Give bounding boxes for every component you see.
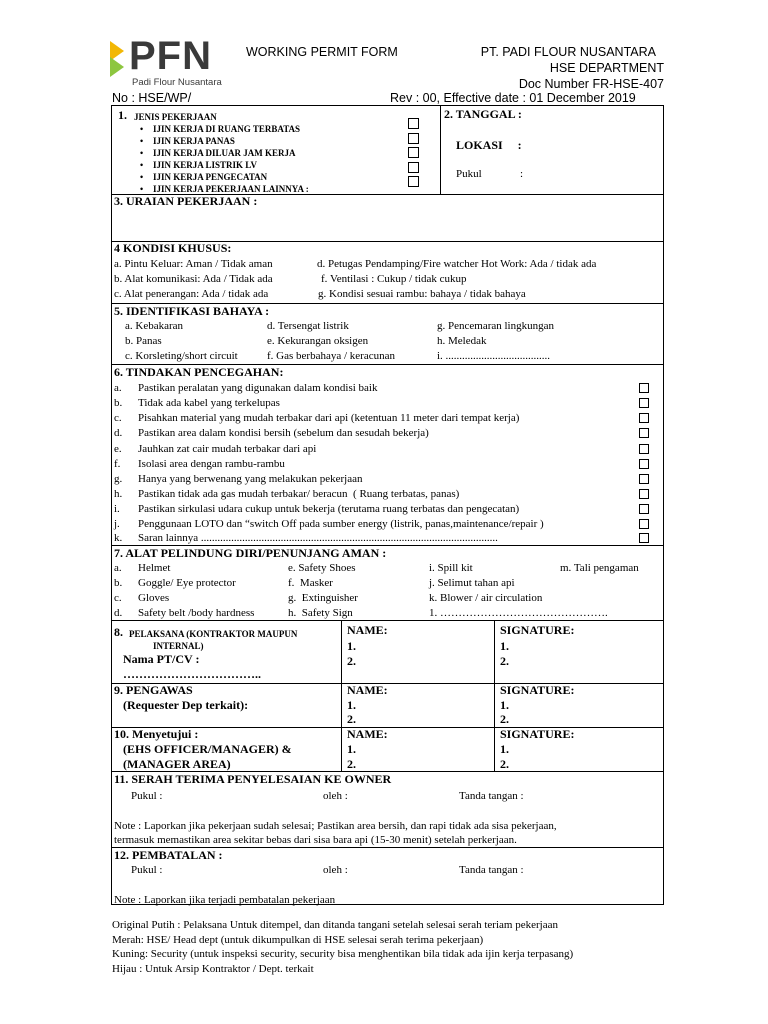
s5-b: b. Panas [125, 335, 162, 347]
s7-letter: c. [114, 592, 122, 604]
s2-tanggal-label: 2. TANGGAL : [444, 107, 522, 121]
s5-f: f. Gas berbahaya / keracunan [267, 350, 395, 362]
doc-number: Doc Number FR-HSE-407 [518, 77, 664, 91]
s6-checkbox[interactable] [639, 533, 649, 543]
s10-name-2: 2. [347, 757, 356, 771]
s8-pt-dots: …………………………….. [123, 667, 261, 681]
s7-title: 7. ALAT PELINDUNG DIRI/PENUNJANG AMAN : [114, 546, 387, 560]
s1-title: JENIS PEKERJAAN [134, 112, 217, 122]
department: HSE DEPARTMENT [549, 61, 664, 75]
s8-label-2: INTERNAL) [153, 641, 204, 651]
s6-checkbox[interactable] [639, 504, 649, 514]
s3-title: 3. URAIAN PEKERJAAN : [114, 194, 258, 208]
s9-signature-label: SIGNATURE: [500, 683, 575, 697]
s6-item-text: Pastikan peralatan yang digunakan dalam kondisi baik [138, 382, 378, 394]
footer-line-2: Merah: HSE/ Head dept (untuk dikumpulkan di HSE selesai serah terima pekerjaan) [112, 934, 484, 946]
s6-checkbox[interactable] [639, 413, 649, 423]
form-title: WORKING PERMIT FORM [246, 45, 398, 59]
s2-pukul-label: Pukul [456, 168, 482, 180]
s6-item-letter: i. [114, 503, 120, 515]
s8-label-1: PELAKSANA (KONTRAKTOR MAUPUN [129, 629, 298, 639]
s8-sig-1: 1. [500, 639, 509, 653]
s12-tanda-tangan: Tanda tangan : [459, 864, 524, 876]
s4-title: 4 KONDISI KHUSUS: [114, 241, 232, 255]
s5-a: a. Kebakaran [125, 320, 184, 332]
s4-g: g. Kondisi sesuai rambu: bahaya / tidak bahaya [318, 288, 526, 300]
s12-oleh: oleh : [323, 864, 348, 876]
s9-sig-2: 2. [500, 712, 509, 726]
s5-i: i. ...................................... [437, 350, 551, 362]
s6-checkbox[interactable] [639, 428, 649, 438]
s6-item-text: Tidak ada kabel yang terkelupas [138, 397, 280, 409]
s7-letter: d. [114, 607, 123, 619]
s9-sig-1: 1. [500, 698, 509, 712]
s6-checkbox[interactable] [639, 519, 649, 529]
s7-letter: b. [114, 577, 123, 589]
s7-item: e. Safety Shoes [288, 562, 356, 574]
revision-info: Rev : 00, Effective date : 01 December 2019 [390, 91, 636, 105]
footer-line-1: Original Putih : Pelaksana Untuk ditempel, dan ditanda tangani setelah selesai serah teriam pekerjaan [112, 919, 558, 931]
s11-tanda-tangan: Tanda tangan : [459, 790, 524, 802]
s6-checkbox[interactable] [639, 383, 649, 393]
s6-item-letter: k. [114, 532, 123, 544]
s5-g: g. Pencemaran lingkungan [437, 320, 554, 332]
s7-item: m. Tali pengaman [560, 562, 639, 574]
s10-title: 10. Menyetujui : [114, 727, 199, 741]
s10-subtitle-2: (MANAGER AREA) [123, 757, 231, 771]
s5-title: 5. IDENTIFIKASI BAHAYA : [114, 304, 270, 318]
s4-f: f. Ventilasi : Cukup / tidak cukup [321, 273, 467, 285]
s1-item: • IJIN KERJA LISTRIK LV [153, 159, 257, 172]
s10-sig-1: 1. [500, 742, 509, 756]
s7-item: g. Extinguisher [288, 592, 358, 604]
s1-checkbox[interactable] [408, 133, 419, 144]
s1-item: • IJIN KERJA PEKERJAAN LAINNYA : [153, 183, 309, 196]
company-logo [104, 34, 244, 89]
s6-item-text: Saran lainnya ............................................................................................................ [138, 532, 498, 544]
logo-subtitle: Padi Flour Nusantara [132, 77, 222, 88]
s6-item-letter: c. [114, 412, 122, 424]
s6-item-text: Isolasi area dengan rambu-rambu [138, 458, 285, 470]
s1-item: • IJIN KERJA PENGECATAN [153, 171, 267, 184]
s7-item: h. Safety Sign [288, 607, 353, 619]
s7-item: Safety belt /body hardness [138, 607, 255, 619]
s5-d: d. Tersengat listrik [267, 320, 349, 332]
s4-b: b. Alat komunikasi: Ada / Tidak ada [114, 273, 273, 285]
s8-pt-label: Nama PT/CV : [123, 652, 200, 666]
s6-checkbox[interactable] [639, 459, 649, 469]
s2-pukul-colon: : [520, 168, 524, 180]
s6-item-letter: a. [114, 382, 122, 394]
s12-pukul: Pukul : [131, 864, 163, 876]
s6-item-text: Hanya yang berwenang yang melakukan pekerjaan [138, 473, 363, 485]
permit-form [111, 105, 664, 905]
s6-item-letter: d. [114, 427, 123, 439]
s8-name-2: 2. [347, 654, 356, 668]
s6-item-letter: j. [114, 518, 120, 530]
s11-pukul: Pukul : [131, 790, 163, 802]
s8-name-label: NAME: [347, 623, 388, 637]
s9-subtitle: (Requester Dep terkait): [123, 698, 249, 712]
s1-number: 1. [118, 108, 127, 122]
s9-name-1: 1. [347, 698, 356, 712]
s6-item-text: Pastikan sirkulasi udara cukup untuk bekerja (terutama ruang terbatas dan pengecatan) [138, 503, 520, 515]
s7-item: j. Selimut tahan api [429, 577, 515, 589]
s10-sig-2: 2. [500, 757, 509, 771]
s7-item: k. Blower / air circulation [429, 592, 543, 604]
s9-name-2: 2. [347, 712, 356, 726]
logo-wordmark: PFN [129, 34, 212, 78]
s6-item-letter: f. [114, 458, 121, 470]
s8-sig-2: 2. [500, 654, 509, 668]
s5-h: h. Meledak [437, 335, 487, 347]
s10-name-label: NAME: [347, 727, 388, 741]
s10-signature-label: SIGNATURE: [500, 727, 575, 741]
s6-item-text: Jauhkan zat cair mudah terbakar dari api [138, 443, 317, 455]
s7-item: Goggle/ Eye protector [138, 577, 236, 589]
s11-note-1: Note : Laporkan jika pekerjaan sudah selesai; Pastikan area bersih, dan rapi tidak ada sisa pekerjaan, [114, 820, 557, 832]
s10-name-1: 1. [347, 742, 356, 756]
s1-item: • IJIN KERJA DI RUANG TERBATAS [153, 123, 300, 136]
s8-name-1: 1. [347, 639, 356, 653]
s1-item: • IJIN KERJA PANAS [153, 135, 235, 148]
s6-item-text: Pastikan tidak ada gas mudah terbakar/ beracun ( Ruang terbatas, panas) [138, 488, 460, 500]
s5-e: e. Kekurangan oksigen [267, 335, 369, 347]
s6-item-letter: b. [114, 397, 123, 409]
s1-checkbox[interactable] [408, 162, 419, 173]
s11-note-2: termasuk memastikan area sekitar bebas dari sisa bara api (15-30 menit) setelah perkerjaan. [114, 834, 517, 846]
footer-line-4: Hijau : Untuk Arsip Kontraktor / Dept. terkait [112, 963, 314, 975]
s5-c: c. Korsleting/short circuit [125, 350, 238, 362]
s9-name-label: NAME: [347, 683, 388, 697]
s6-item-letter: h. [114, 488, 123, 500]
s7-item: Helmet [138, 562, 171, 574]
s12-note: Note : Laporkan jika terjadi pembatalan pekerjaan [114, 894, 336, 906]
s11-title: 11. SERAH TERIMA PENYELESAIAN KE OWNER [114, 772, 392, 786]
s7-item: f. Masker [288, 577, 333, 589]
s1-checkbox[interactable] [408, 176, 419, 187]
s12-title: 12. PEMBATALAN : [114, 848, 223, 862]
s6-checkbox[interactable] [639, 474, 649, 484]
s1-item: • IJIN KERJA DILUAR JAM KERJA [153, 147, 296, 160]
s7-item: 1. ………………………………………. [429, 607, 608, 619]
s9-title: 9. PENGAWAS [114, 683, 193, 697]
s8-signature-label: SIGNATURE: [500, 623, 575, 637]
s6-item-text: Pisahkan material yang mudah terbakar dari api (ketentuan 11 meter dari tempat kerja) [138, 412, 520, 424]
s1-checkbox[interactable] [408, 118, 419, 129]
s11-oleh: oleh : [323, 790, 348, 802]
s6-checkbox[interactable] [639, 398, 649, 408]
s4-a: a. Pintu Keluar: Aman / Tidak aman [114, 258, 273, 270]
s7-letter: a. [114, 562, 122, 574]
s10-subtitle-1: (EHS OFFICER/MANAGER) & [123, 742, 292, 756]
s7-item: i. Spill kit [429, 562, 473, 574]
s6-item-letter: g. [114, 473, 123, 485]
s4-d: d. Petugas Pendamping/Fire watcher Hot Work: Ada / tidak ada [317, 258, 597, 270]
s6-item-text: Pastikan area dalam kondisi bersih (sebelum dan sesudah bekerja) [138, 427, 429, 439]
s8-number: 8. [114, 625, 123, 639]
s6-checkbox[interactable] [639, 489, 649, 499]
footer-line-3: Kuning: Security (untuk inspeksi security, security bisa menghentikan bila tidak ada ijin kerja terpasang) [112, 948, 574, 960]
company-name: PT. PADI FLOUR NUSANTARA [480, 45, 656, 59]
s6-item-text: Penggunaan LOTO dan “switch Off pada sumber energy (listrik, panas,maintenance/repair ) [138, 518, 544, 530]
s2-lokasi-label: LOKASI : [456, 138, 522, 152]
permit-number: No : HSE/WP/ [112, 91, 192, 105]
s4-c: c. Alat penerangan: Ada / tidak ada [114, 288, 269, 300]
s1-checkbox[interactable] [408, 147, 419, 158]
s7-item: Gloves [138, 592, 170, 604]
s6-title: 6. TINDAKAN PENCEGAHAN: [114, 365, 284, 379]
s6-item-letter: e. [114, 443, 122, 455]
s6-checkbox[interactable] [639, 444, 649, 454]
